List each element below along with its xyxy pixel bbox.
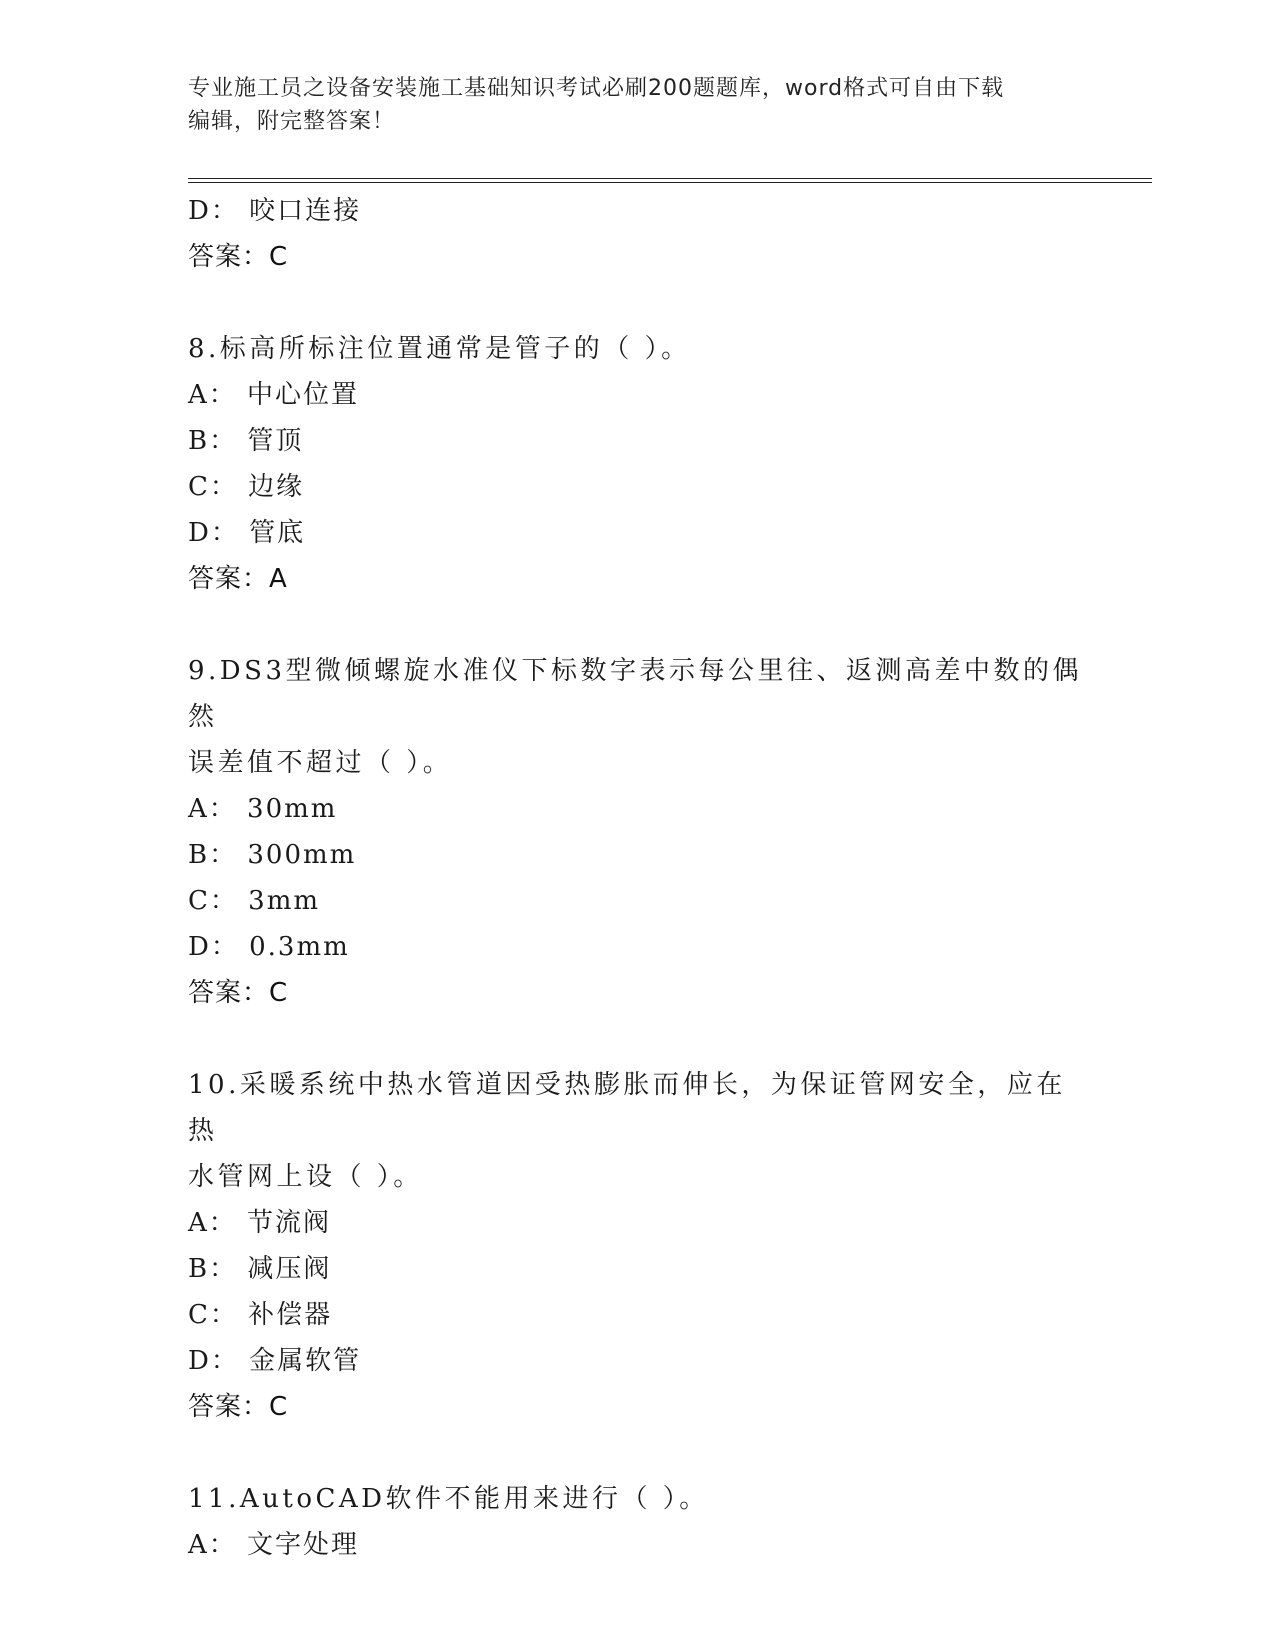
question-answer: 答案：A: [188, 564, 288, 594]
page-header: [188, 72, 1088, 138]
header-line-1: 专业施工员之设备安装施工基础知识考试必刷200题题库，word格式可自由下载: [188, 76, 1005, 101]
question-9: [188, 648, 1088, 1016]
option-d: D： 0.3mm: [188, 932, 350, 962]
header-line-2: 编辑，附完整答案！: [188, 109, 396, 134]
prev-question-answer: 答案：C: [188, 242, 289, 272]
option-d: D： 管底: [188, 518, 306, 548]
option-b: B： 管顶: [188, 426, 304, 456]
header-double-rule: [188, 178, 1152, 183]
option-a: A： 文字处理: [188, 1530, 360, 1560]
prev-question-option-d: D： 咬口连接: [188, 196, 362, 226]
question-stem: 10.采暖系统中热水管道因受热膨胀而伸长，为保证管网安全，应在热: [188, 1070, 1066, 1146]
question-stem-continued: 水管网上设（ ）。: [188, 1162, 423, 1192]
question-answer: 答案：C: [188, 978, 289, 1008]
option-b: B： 减压阀: [188, 1254, 332, 1284]
question-10: [188, 1062, 1088, 1430]
option-c: C： 补偿器: [188, 1300, 333, 1330]
question-stem: 8.标高所标注位置通常是管子的（ ）。: [188, 334, 691, 364]
question-11: [188, 1476, 1088, 1568]
option-b: B： 300mm: [188, 840, 357, 870]
option-a: A： 节流阀: [188, 1208, 332, 1238]
question-answer: 答案：C: [188, 1392, 289, 1422]
question-8: [188, 326, 1088, 602]
option-c: C： 边缘: [188, 472, 305, 502]
option-d: D： 金属软管: [188, 1346, 362, 1376]
document-body: [188, 188, 1088, 1568]
question-stem: 11.AutoCAD软件不能用来进行（ ）。: [188, 1484, 709, 1514]
option-a: A： 中心位置: [188, 380, 360, 410]
option-a: A： 30mm: [188, 794, 338, 824]
question-stem: 9.DS3型微倾螺旋水准仪下标数字表示每公里往、返测高差中数的偶然: [188, 656, 1083, 732]
question-stem-continued: 误差值不超过（ ）。: [188, 748, 453, 778]
option-c: C： 3mm: [188, 886, 321, 916]
